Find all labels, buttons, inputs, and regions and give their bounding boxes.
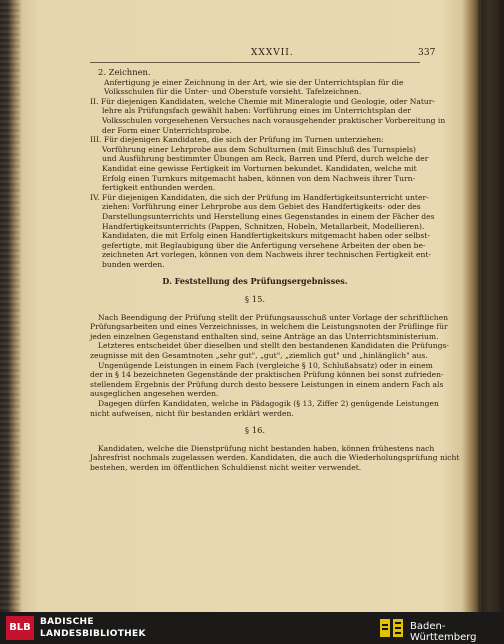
text-line: Kandidaten, welche die Dienstprüfung nicht bestanden haben, können frühestens nach: [98, 443, 435, 453]
text-line: Kandidaten, die mit Erfolg einen Handfertigkeitskurs mitgemacht haben oder selbst-: [102, 231, 430, 241]
text-line: bestehen, werden im öffentlichen Schuldienst nicht weiter verwendet.: [90, 462, 362, 472]
text-line: Handfertigkeitsunterrichts (Pappen, Schnitzen, Hobeln, Metallarbeit, Modellieren).: [102, 221, 425, 231]
text-line: Jahresfrist nochmals zugelassen werden. Kandidaten, die auch die Wiederholungsprüfung nicht: [90, 453, 460, 463]
text-line: Erfolg einen Turnkurs mitgemacht haben, können von dem Nachweis ihrer Turn-: [102, 173, 416, 183]
state-name[interactable]: Baden-Württemberg: [410, 621, 477, 643]
text-line: lehre als Prüfungsfach gewählt haben: Vorführung eines im Unterrichtsplan der: [102, 106, 411, 116]
text-line: stellendem Ergebnis der Prüfung durch desto bessere Leistungen in einem andern Fach als: [90, 379, 444, 389]
text-line: ziehen: Vorführung einer Lehrprobe aus dem Gebiet des Handfertigkeits- oder des: [102, 202, 421, 212]
text-line: fertigkeit entbunden werden.: [102, 183, 216, 193]
paragraph-spacer: [90, 305, 420, 313]
chapter-number: XXXVII.: [251, 48, 294, 58]
text-line: IV. Für diejenigen Kandidaten, die sich der Prüfung im Handfertigkeitsunterricht unter-: [90, 192, 429, 202]
text-line: Volksschulen vorgesehenen Versuches nach vorausgehender praktischer Vorbereitung in: [102, 115, 446, 125]
text-line: Prüfungsarbeiten und eines Verzeichnisses, in welchem die Leistungsnoten der Prüflinge für: [90, 322, 448, 332]
text-line: und Ausführung bestimmter Übungen am Reck, Barren und Pferd, durch welche der: [102, 154, 429, 164]
text-line: jeden einzelnen Gegenstand enthalten sind, seine Anträge an das Unterrichtsministerium.: [90, 331, 439, 341]
header-rule: [90, 62, 420, 63]
blb-logo[interactable]: BLB: [6, 616, 34, 640]
library-name-line2: LANDESBIBLIOTHEK: [40, 629, 146, 639]
text-line: II. Für diejenigen Kandidaten, welche Chemie mit Mineralogie und Geologie, oder Natur-: [90, 96, 436, 106]
text-line: Ungenügende Leistungen in einem Fach (vergleiche § 10, Schlußabsatz) oder in einem: [98, 360, 433, 370]
text-line: Darstellungsunterrichts und Herstellung eines Gegenstandes in einem der Fächer des: [102, 211, 435, 221]
paragraph-spacer: [90, 436, 420, 444]
page-number: 337: [418, 48, 436, 58]
page-edge: [472, 0, 504, 612]
text-line: nicht aufweisen, nicht für bestanden erklärt werden.: [90, 408, 294, 418]
text-line: D. Feststellung des Prüfungsergebnisses.: [162, 276, 348, 287]
text-line: Letzteres entscheidet über dieselben und stellt den bestandenen Kandidaten die Prüfungs-: [98, 341, 449, 351]
library-name-line1: BADISCHE: [40, 617, 94, 627]
text-line: der in § 14 bezeichneten Gegenstände der praktischen Prüfung können bei sonst zufrieden-: [90, 370, 444, 380]
text-line: Volksschulen für die Unter- und Oberstufe vorsieht. Tafelzeichnen.: [104, 87, 362, 97]
text-line: gefertigte, mit Beglaubigung über die Anfertigung versehene Arbeiten der oben be-: [102, 240, 426, 250]
text-line: zeugnisse mit den Gesamtnoten „sehr gut", „gut", „ziemlich gut" und „hinlänglich" aus.: [90, 351, 428, 361]
text-line: der Form einer Unterrichtsprobe.: [102, 125, 232, 135]
book-binding: [0, 0, 20, 612]
text-line: Dagegen dürfen Kandidaten, welche in Pädagogik (§ 13, Ziffer 2) genügende Leistungen: [98, 399, 439, 408]
page-body: [90, 67, 460, 473]
text-line: § 15.: [244, 294, 266, 305]
text-line: Vorführung einer Lehrprobe aus dem Schulturnen (mit Einschluß des Turnspiels): [102, 144, 417, 154]
text-line: Kandidat eine gewisse Fertigkeit im Vorturnen bekundet. Kandidaten, welche mit: [102, 163, 417, 173]
text-line: zeichneten Art vorlegen, können von dem Nachweis ihrer technischen Fertigkeit ent-: [102, 250, 431, 260]
text-line: 2. Zeichnen.: [98, 67, 151, 77]
text-line: III. Für diejenigen Kandidaten, die sich der Prüfung im Turnen unterziehen:: [90, 135, 384, 145]
text-line: ausgeglichen angesehen werden.: [90, 389, 219, 399]
baden-wuerttemberg-crest-icon: [378, 616, 406, 640]
text-line: bunden werden.: [102, 259, 165, 269]
text-line: Nach Beendigung der Prüfung stellt der Prüfungsausschuß unter Vorlage der schriftlichen: [98, 312, 448, 322]
text-line: § 16.: [244, 425, 266, 436]
text-line: Anfertigung je einer Zeichnung in der Art, wie sie der Unterrichtsplan für die: [104, 77, 404, 87]
